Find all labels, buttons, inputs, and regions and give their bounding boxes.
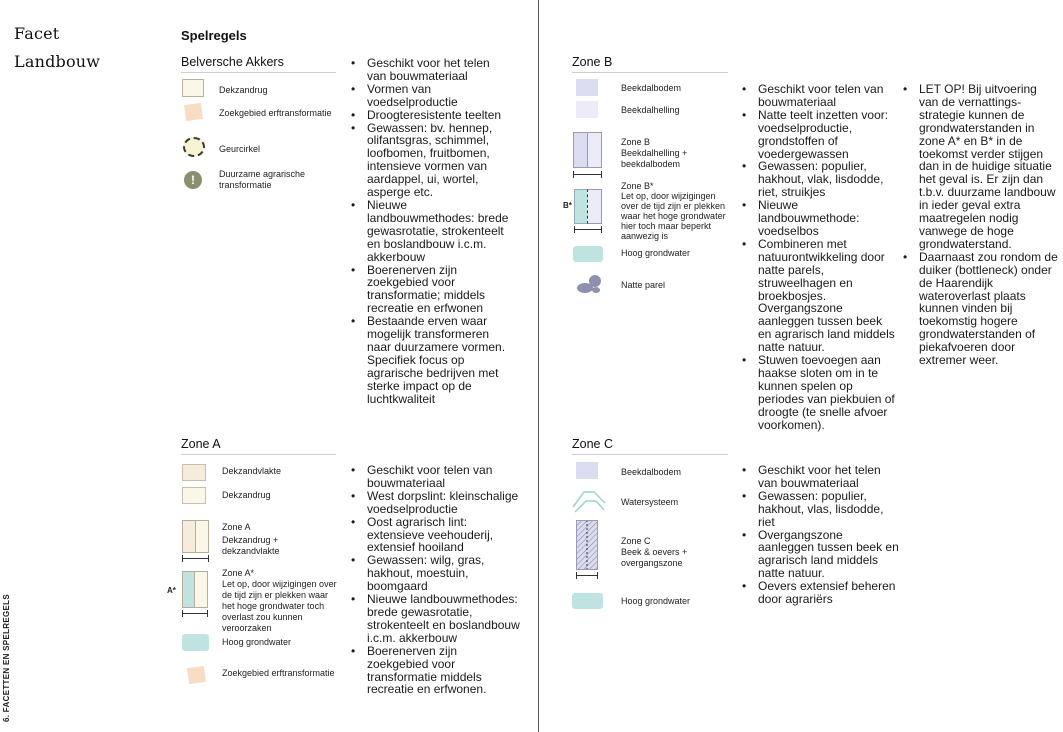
list-item: • Droogteresistente teelten <box>349 109 509 122</box>
section-title-belversche: Belversche Akkers <box>181 55 336 73</box>
legend-zone-b-star: Zone B* <box>621 181 654 191</box>
duurzame-transformatie-icon: ! <box>184 171 202 189</box>
section-title-zone-c: Zone C <box>572 437 728 455</box>
belversche-bullets <box>349 57 509 405</box>
zone-b-star-scale <box>574 229 602 230</box>
zone-b-star-mark: B* <box>563 201 572 210</box>
legend-geurcirkel: Geurcirkel <box>219 144 261 154</box>
hoog-grondwater-swatch-b <box>573 246 603 262</box>
beekdalhelling-swatch <box>576 101 598 118</box>
zone-b-note-bullets <box>901 83 1059 367</box>
dekzandrug-swatch <box>182 79 204 97</box>
legend-zone-a-star: Zone A* <box>222 568 255 578</box>
zoekgebied-swatch-a <box>187 666 206 684</box>
dekzandvlakte-swatch <box>182 464 206 481</box>
legend-zone-a-desc: Dekzandrug + dekzandvlakte <box>222 535 280 556</box>
legend-beekdalbodem-c: Beekdalbodem <box>621 467 682 477</box>
hoog-grondwater-swatch-a <box>182 634 209 651</box>
facet-title-line1: Facet <box>14 24 60 43</box>
zoekgebied-swatch <box>184 103 203 121</box>
list-item: • Nieuwe landbouwmethodes: brede gewasrotatie, strokenteelt en boslandbouw i.c.m. akkerbouw <box>349 593 521 645</box>
page-title: Spelregels <box>181 28 247 43</box>
legend-dekzandvlakte: Dekzandvlakte <box>222 466 282 476</box>
legend-zoekgebied-a: Zoekgebied erftransformatie <box>222 668 335 678</box>
legend-hoog-grondwater-c: Hoog grondwater <box>621 596 691 606</box>
list-item: • Gewassen: populier, hakhout, vlak, lisdodde, riet, struikjes <box>740 160 898 199</box>
legend-zone-b-desc: Beekdalhelling + beekdalbodem <box>621 148 688 169</box>
legend-beekdalbodem: Beekdalbodem <box>621 83 682 93</box>
dekzandrug-swatch-a <box>182 487 206 504</box>
natte-parel-icon <box>574 273 604 295</box>
zone-a-star-scale <box>182 613 208 614</box>
zone-c-bullets <box>740 464 900 606</box>
legend-dekzandrug: Dekzandrug <box>219 85 268 95</box>
list-item: • Natte teelt inzetten voor: voedselproductie, grondstoffen of voedergewassen <box>740 109 898 161</box>
zone-a-bullets <box>349 464 521 696</box>
chapter-side-label: 6. FACETTEN EN SPELREGELS <box>2 594 11 722</box>
zone-b-scale <box>573 174 602 175</box>
legend-zone-b: Zone B <box>621 137 651 147</box>
list-item: • Geschikt voor het telen van bouwmateriaal <box>349 57 509 83</box>
facet-title-line2: Landbouw <box>14 52 101 71</box>
zone-b-swatch-left <box>573 132 588 168</box>
hoog-grondwater-swatch-c <box>572 593 603 609</box>
list-item: • Geschikt voor het telen van bouwmateriaal <box>740 464 900 490</box>
section-title-zone-a: Zone A <box>181 437 336 455</box>
legend-dekzandrug-a: Dekzandrug <box>222 490 271 500</box>
list-item: • West dorpslint: kleinschalige voedselproductie <box>349 490 521 516</box>
list-item: • Boerenerven zijn zoekgebied voor transformatie middels recreatie en erfwonen. <box>349 645 521 697</box>
list-item: • Geschikt voor telen van bouwmateriaal <box>740 83 898 109</box>
list-item: • Vormen van voedselproductie <box>349 83 509 109</box>
list-item: • Stuwen toevoegen aan haakse sloten om in te kunnen spelen op periodes van piekbuien of droogte (te snelle afvoer voorkomen). <box>740 354 898 431</box>
list-item: • Gewassen: populier, hakhout, vlas, lisdodde, riet <box>740 490 900 529</box>
legend-zoekgebied: Zoekgebied erftransformatie <box>219 108 332 118</box>
list-item: • Nieuwe landbouwmethode: voedselbos <box>740 199 898 238</box>
geurcirkel-icon <box>183 137 205 157</box>
legend-natte-parel: Natte parel <box>621 280 666 290</box>
list-item: • Combineren met natuurontwikkeling door natte parels, struweelhagen en broekbosjes. Overgangszone aanleggen tussen beek en agrarisch land middels natte natuur. <box>740 238 898 354</box>
watersysteem-icon <box>572 489 606 513</box>
zone-a-swatch-left <box>182 520 196 553</box>
zone-b-star-swatch-left <box>574 189 588 224</box>
page-divider <box>538 0 539 732</box>
list-item: • Daarnaast zou rondom de duiker (bottleneck) onder de Haarendijk wateroverlast plaats kunnen vinden bij toekomstig hogere grondwaterstanden of piekafvoeren door extremer weer. <box>901 251 1059 367</box>
zone-c-scale <box>576 575 598 576</box>
zone-a-swatch-right <box>195 520 209 553</box>
list-item: • LET OP! Bij uitvoering van de vernattings-strategie kunnen de grondwaterstanden in zone A* en B* in de toekomst verder stijgen dan in de huidige situatie het geval is. Er zijn dan t.b.v. duurzame landbouw in ieder geval extra maatregelen nodig vanwege de hoge grondwaterstand. <box>901 83 1059 251</box>
zone-b-star-swatch-right <box>587 189 602 224</box>
legend-zone-b-star-desc: Let op, door wijzigingen over de tijd zijn er plekken waar het hoge grondwater hier toch maar beperkt aanwezig is <box>621 191 726 241</box>
legend-watersysteem: Watersysteem <box>621 497 679 507</box>
legend-hoog-grondwater-a: Hoog grondwater <box>222 637 292 647</box>
list-item: • Geschikt voor telen van bouwmateriaal <box>349 464 521 490</box>
list-item: • Oost agrarisch lint: extensieve veehouderij, extensief hooiland <box>349 516 521 555</box>
zone-a-scale <box>182 558 209 559</box>
legend-zone-c: Zone C <box>621 536 651 546</box>
legend-beekdalhelling: Beekdalhelling <box>621 105 680 115</box>
list-item: • Boerenerven zijn zoekgebied voor transformatie; middels recreatie en erfwonen <box>349 264 509 316</box>
list-item: • Nieuwe landbouwmethodes: brede gewasrotatie, strokenteelt en boslandbouw i.c.m. akkerbouw <box>349 199 509 264</box>
zone-a-star-mark: A* <box>167 586 176 595</box>
beekdalbodem-swatch <box>576 79 598 96</box>
list-item: • Gewassen: wilg, gras, hakhout, moestuin, boomgaard <box>349 554 521 593</box>
zone-a-star-swatch-right <box>194 571 208 608</box>
zone-c-swatch <box>576 520 598 570</box>
beekdalbodem-swatch-c <box>576 462 598 479</box>
list-item: • Bestaande erven waar mogelijk transformeren naar duurzamere vormen. Specifiek focus op agrarische bedrijven met sterke impact op de luchtkwaliteit <box>349 315 509 405</box>
list-item: • Overgangszone aanleggen tussen beek en agrarisch land middels natte natuur. <box>740 529 900 581</box>
legend-zone-c-desc: Beek & oevers + overgangszone <box>621 547 688 568</box>
zone-b-swatch-right <box>587 132 602 168</box>
legend-hoog-grondwater-b: Hoog grondwater <box>621 248 691 258</box>
legend-zone-a: Zone A <box>222 522 251 532</box>
legend-zone-a-star-desc: Let op, door wijzigingen over de tijd zijn er plekken waar het hoge grondwater toch overlast zou kunnen veroorzaken <box>222 579 337 633</box>
list-item: • Gewassen: bv. hennep, olifantsgras, schimmel, loofbomen, fruitbomen, intensieve vormen van aardappel, ui, wortel, asperge etc. <box>349 122 509 199</box>
section-title-zone-b: Zone B <box>572 55 728 73</box>
zone-b-bullets <box>740 83 898 431</box>
list-item: • Oevers extensief beheren door agrariërs <box>740 580 900 606</box>
legend-duurzame-transformatie: Duurzame agrarische transformatie <box>219 169 306 190</box>
